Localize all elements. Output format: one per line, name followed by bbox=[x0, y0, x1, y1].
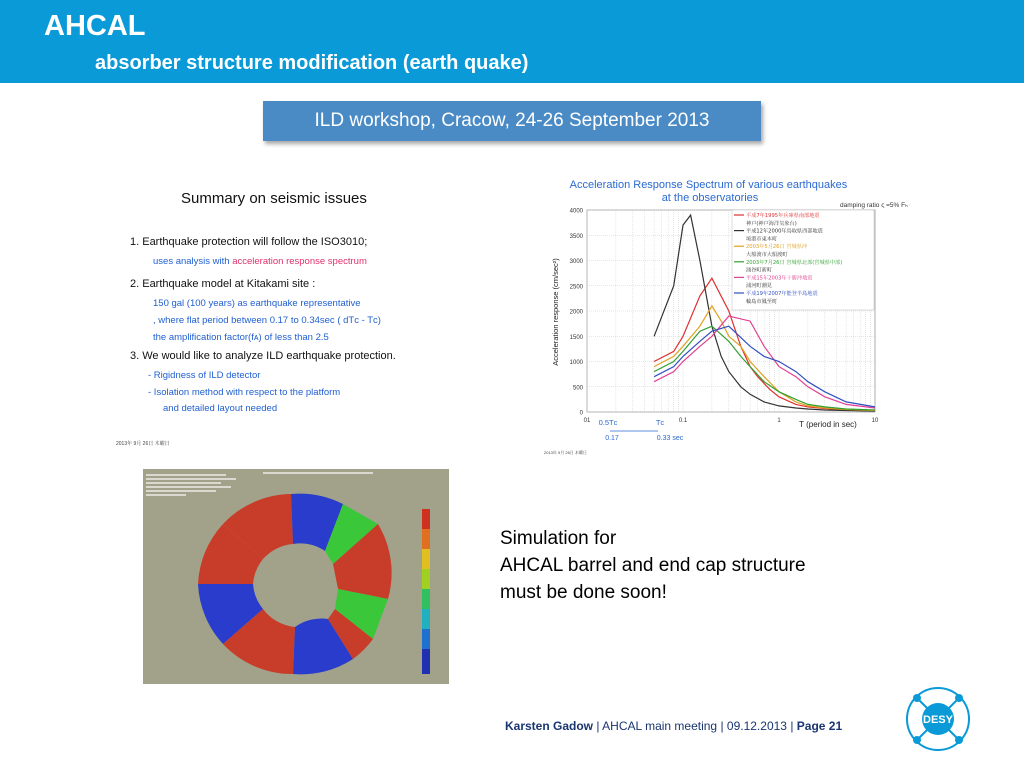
y-axis-label: Acceleration response (cm/sec²) bbox=[551, 258, 560, 366]
summary-heading: Summary on seismic issues bbox=[181, 190, 367, 207]
slide-title: AHCAL bbox=[44, 10, 146, 42]
legend-entry: 2003年5月26日 宮城県沖 bbox=[746, 244, 808, 251]
sim-text-line bbox=[146, 490, 216, 492]
acceleration-response-chart bbox=[540, 172, 910, 462]
slide-footer bbox=[505, 719, 842, 733]
chart-legend bbox=[732, 210, 874, 310]
summary-item-3-sub-1: - Rigidness of ILD detector bbox=[148, 370, 261, 381]
sim-scale-cell bbox=[422, 649, 430, 674]
footer-page: Page 21 bbox=[796, 719, 843, 733]
x-tick-label: 1 bbox=[777, 418, 781, 424]
chart-title bbox=[570, 179, 851, 204]
y-tick-label: 3000 bbox=[569, 259, 583, 265]
legend-entry: 涌谷町新町 bbox=[746, 267, 772, 274]
logo-node bbox=[955, 694, 963, 702]
legend-entry: 平成12年2000年鳥取県西部地震 bbox=[746, 228, 823, 235]
sim-text-line bbox=[263, 472, 373, 474]
legend-entry: 平成7年1995年兵庫県南部地震 bbox=[746, 213, 820, 219]
chart-title-line-2: at the observatories bbox=[661, 192, 759, 204]
marker-tc: Tᴄ bbox=[655, 418, 665, 427]
footer-separator: | bbox=[720, 719, 727, 733]
chart-date: 2013年 9月 26日 木曜日 bbox=[544, 450, 587, 455]
sim-scale-cell bbox=[422, 509, 430, 529]
legend-entry: 平成15年2003年十勝沖地震 bbox=[746, 275, 813, 282]
y-tick-label: 2500 bbox=[569, 284, 583, 291]
workshop-banner: ILD workshop, Cracow, 24-26 September 2013 bbox=[263, 101, 761, 141]
sim-scale-cell bbox=[422, 589, 430, 609]
sim-text-line bbox=[146, 474, 226, 476]
summary-item-3-sub-3: and detailed layout needed bbox=[163, 403, 278, 414]
summary-item-3: 3. We would like to analyze ILD earthquake protection. bbox=[130, 350, 396, 362]
logo-node bbox=[913, 736, 921, 744]
x-tick-label: 01 bbox=[583, 418, 591, 424]
footer-separator: | bbox=[596, 719, 603, 733]
simulation-image bbox=[143, 469, 449, 684]
sim-scale-cell bbox=[422, 529, 430, 549]
summary-item-1-highlight: acceleration response spectrum bbox=[232, 256, 367, 267]
logo-node bbox=[913, 694, 921, 702]
marker-017: 0.17 bbox=[605, 435, 619, 442]
legend-entry: 境港市東本町 bbox=[746, 236, 778, 243]
y-tick-label: 3500 bbox=[569, 233, 583, 240]
summary-item-1-sub bbox=[153, 256, 367, 267]
slide-subtitle: absorber structure modification (earth quake) bbox=[95, 52, 529, 74]
summary-date: 2013年 9月 26日 木曜日 bbox=[116, 441, 170, 447]
y-tick-label: 2000 bbox=[569, 309, 583, 316]
summary-item-2-sub-3: the amplification factor(fᴀ) of less than 2.5 bbox=[153, 332, 329, 343]
desy-logo bbox=[905, 686, 971, 752]
footer-separator: | bbox=[790, 719, 797, 733]
sim-text-line bbox=[146, 478, 236, 480]
sim-scale-cell bbox=[422, 569, 430, 589]
logo-node bbox=[955, 736, 963, 744]
legend-entry: 平成19年2007年能登半島地震 bbox=[746, 291, 818, 297]
simulation-svg bbox=[143, 469, 449, 684]
footer-meeting: AHCAL main meeting bbox=[602, 719, 718, 733]
footer-date: 09.12.2013 bbox=[726, 719, 787, 733]
footer-author: Karsten Gadow bbox=[505, 719, 594, 733]
legend-entry: 輪島市鳳至町 bbox=[746, 298, 778, 305]
sim-text-line bbox=[146, 494, 186, 496]
sim-scale-cell bbox=[422, 549, 430, 569]
legend-entry: 2003年7月26日 宮城県北部(宮城県中部) bbox=[746, 259, 843, 266]
summary-item-2-sub-2: , where flat period between 0.17 to 0.34sec ( dTᴄ - Tᴄ) bbox=[153, 315, 381, 326]
summary-item-1: 1. Earthquake protection will follow the ISO3010; bbox=[130, 236, 368, 248]
sim-text-line bbox=[146, 486, 231, 488]
legend-entry: 大船渡市大船渡町 bbox=[746, 252, 788, 258]
summary-item-3-sub-2: - Isolation method with respect to the platform bbox=[148, 387, 341, 398]
y-tick-label: 500 bbox=[572, 385, 583, 392]
marker-033: 0.33 sec bbox=[656, 435, 684, 442]
y-tick-label: 1500 bbox=[569, 334, 583, 341]
marker-half-tc: 0.5Tᴄ bbox=[598, 418, 618, 427]
chart-title-line-1: Acceleration Response Spectrum of various earthquakes bbox=[569, 179, 848, 191]
y-tick-label: 0 bbox=[579, 410, 583, 417]
seismic-summary-image bbox=[108, 178, 508, 450]
y-axis-ticks bbox=[570, 209, 584, 417]
x-tick-label: 0.1 bbox=[678, 418, 688, 424]
sim-color-scale bbox=[422, 509, 430, 674]
legend-entry: 神戸(神戸海洋気象台) bbox=[746, 220, 797, 227]
slide-header bbox=[0, 0, 1024, 83]
sim-scale-cell bbox=[422, 629, 430, 649]
simulation-note bbox=[500, 525, 806, 606]
logo-text: DESY bbox=[923, 714, 953, 726]
summary-item-2-sub-1: 150 gal (100 years) as earthquake representative bbox=[153, 298, 361, 309]
x-tick-label: 10 bbox=[871, 418, 879, 424]
simulation-note-line-1: Simulation for bbox=[500, 528, 617, 549]
simulation-note-line-3: must be done soon! bbox=[500, 582, 667, 603]
sim-scale-cell bbox=[422, 609, 430, 629]
chart-svg bbox=[540, 172, 910, 462]
sim-text-line bbox=[146, 482, 221, 484]
chart-annotation: damping ratio ς =5% Fₕ =1 bbox=[840, 202, 910, 209]
x-axis-label: T (period in sec) bbox=[799, 420, 857, 429]
y-tick-label: 4000 bbox=[569, 208, 583, 215]
simulation-note-line-2: AHCAL barrel and end cap structure bbox=[500, 555, 806, 576]
summary-item-1-sub-text: uses analysis with bbox=[153, 256, 233, 267]
summary-item-2: 2. Earthquake model at Kitakami site : bbox=[130, 278, 316, 290]
desy-logo-svg bbox=[905, 686, 971, 752]
y-tick-label: 1000 bbox=[569, 360, 583, 366]
legend-entry: 浦河町潮見 bbox=[746, 283, 772, 290]
